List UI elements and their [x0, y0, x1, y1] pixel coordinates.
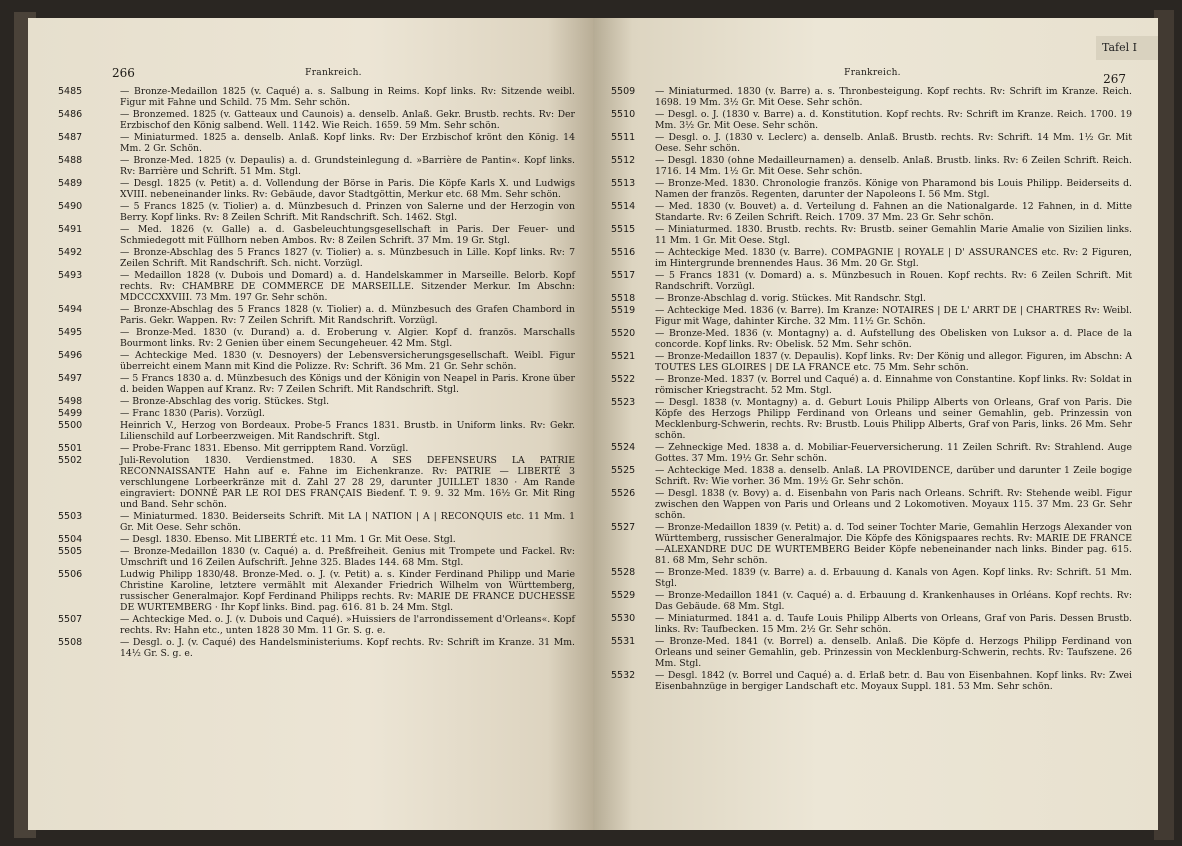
catalog-entry [611, 305, 1132, 327]
catalog-entry [611, 590, 1132, 612]
entry-text: — Medaillon 1828 (v. Dubois und Domard) a. d. Handelskammer in Marseille. Belorb. Kopf rechts. Rv: CHAMBRE DE COMMERCE DE MARSEILLE. Sitzender Merkur. Im Abschn: MDCCCXXVIII. 73 Mm. 197 Gr. Sehr schön. [120, 270, 575, 303]
catalog-entry [611, 155, 1132, 177]
entry-number: 5526 [611, 488, 636, 499]
catalog-entry [58, 132, 575, 154]
entry-text: — Bronze-Medaillon 1839 (v. Petit) a. d. Tod seiner Tochter Marie, Gemahlin Herzogs Alexander von Württemberg, russischer Generalmajor. Die Köpfe des Königspaares rechts. Rv: MARIE DE FRANCE—ALEXANDRE DUC DE WURTEMBERG Beider Köpfe nebeneinander nach links. Binder pag. 615. 81. 68 Mm, Sehr schön. [655, 522, 1132, 566]
entry-number: 5497 [58, 373, 83, 384]
entry-text: — 5 Francs 1830 a. d. Münzbesuch des Königs und der Königin von Neapel in Paris. Krone über d. beiden Wappen auf Kranz. Rv: 7 Zeilen Schrift. Mit Randschrift. Stgl. [120, 373, 575, 395]
catalog-entry [58, 534, 575, 545]
catalog-entry [611, 397, 1132, 441]
catalog-entry [58, 408, 575, 419]
entry-number: 5512 [611, 155, 636, 166]
entry-text: — Bronze-Med. 1836 (v. Montagny) a. d. Aufstellung des Obelisken von Luksor a. d. Place de la concorde. Kopf links. Rv: Obelisk. 52 Mm. Sehr schön. [655, 328, 1132, 350]
left-running-head: Frankreich. [305, 68, 362, 78]
entry-text: Heinrich V., Herzog von Bordeaux. Probe-5 Francs 1831. Brustb. in Uniform links. Rv: Gekr. Lilienschild auf Lorbeerzweigen. Mit Randschrift. Stgl. [120, 420, 575, 442]
left-page-header [92, 64, 575, 86]
entry-number: 5529 [611, 590, 636, 601]
entry-text: — Bronze-Med. 1841 (v. Borrel) a. denselb. Anlaß. Die Köpfe d. Herzogs Philipp Ferdinand von Orleans und seiner Gemahlin, geb. Prinzessin von Mecklenburg-Schwerin, rechts. Rv: Taufszene. 26 Mm. Stgl. [655, 636, 1132, 669]
entry-text: — Miniaturmed. 1841 a. d. Taufe Louis Philipp Alberts von Orleans, Graf von Paris. Dessen Brustb. links. Rv: Taufbecken. 15 Mm. 2½ Gr. Sehr schön. [655, 613, 1132, 635]
entry-text: — Bronze-Medaillon 1837 (v. Depaulis). Kopf links. Rv: Der König und allegor. Figuren, im Abschn: A TOUTES LES GLOIRES | DE LA FRANCE etc. 75 Mm. Sehr schön. [655, 351, 1132, 373]
entry-number: 5507 [58, 614, 83, 625]
entry-number: 5523 [611, 397, 636, 408]
entry-text: Ludwig Philipp 1830/48. Bronze-Med. o. J. (v. Petit) a. s. Kinder Ferdinand Philipp und Marie Christine Karoline, letztere vermählt mit Alexander Friedrich Wilhelm von Württemberg, russischer Generalmajor. Kopf Ferdinand Philipps rechts. Rv: MARIE DE FRANCE DUCHESSE DE WURTEMBERG · Ihr Kopf links. Bind. pag. 616. 81 b. 24 Mm. Stgl. [120, 569, 575, 613]
catalog-entry [58, 511, 575, 533]
left-page-number: 266 [112, 66, 135, 80]
entry-text: — Miniaturmed. 1830. Brustb. rechts. Rv: Brustb. seiner Gemahlin Marie Amalie von Sizilien links. 11 Mm. 1 Gr. Mit Oese. Stgl. [655, 224, 1132, 246]
catalog-entry [58, 304, 575, 326]
entry-text: — Bronze-Abschlag des 5 Francs 1827 (v. Tiolier) a. s. Münzbesuch in Lille. Kopf links. Rv: 7 Zeilen Schrift. Mit Randschrift. Sch. nicht. Vorzügl. [120, 247, 575, 269]
entry-text: — Bronze-Med. 1830. Chronologie französ. Könige von Pharamond bis Louis Philipp. Beiderseits d. Namen der französ. Regenten, darunter der Napoleons I. 56 Mm. Stgl. [655, 178, 1132, 200]
entry-text: — Desgl. o. J. (v. Caqué) des Handelsministeriums. Kopf rechts. Rv: Schrift im Kranze. 31 Mm. 14½ Gr. S. g. e. [120, 637, 575, 659]
entry-number: 5495 [58, 327, 83, 338]
entry-text: — Bronze-Abschlag d. vorig. Stückes. Mit Randschr. Stgl. [655, 293, 926, 304]
catalog-entry [58, 86, 575, 108]
right-running-head: Frankreich. [844, 68, 901, 78]
catalog-entry [611, 224, 1132, 246]
catalog-entry [58, 109, 575, 131]
entry-text: — Zehneckige Med. 1838 a. d. Mobiliar-Feuerversicherung. 11 Zeilen Schrift. Rv: Strahlend. Auge Gottes. 37 Mm. 19½ Gr. Sehr schön. [655, 442, 1132, 464]
catalog-entry [58, 155, 575, 177]
catalog-entry [58, 373, 575, 395]
entry-number: 5498 [58, 396, 83, 407]
right-page-header [613, 64, 1132, 86]
entry-number: 5531 [611, 636, 636, 647]
right-page-number: 267 [1103, 72, 1126, 86]
catalog-entry [611, 351, 1132, 373]
entry-number: 5506 [58, 569, 83, 580]
entry-number: 5521 [611, 351, 636, 362]
entry-text: — Desgl. 1830. Ebenso. Mit LIBERTÉ etc. 11 Mm. 1 Gr. Mit Oese. Stgl. [120, 534, 456, 545]
entry-number: 5522 [611, 374, 636, 385]
right-page [593, 18, 1158, 830]
catalog-entry [58, 270, 575, 303]
entry-number: 5489 [58, 178, 83, 189]
entry-number: 5525 [611, 465, 636, 476]
catalog-entry [58, 396, 575, 407]
catalog-entry [611, 613, 1132, 635]
entry-number: 5499 [58, 408, 83, 419]
entry-text: — Achteckige Med. o. J. (v. Dubois und Caqué). »Huissiers de l'arrondissement d'Orleans«. Kopf rechts. Rv: Hahn etc., unten 1828 30 Mm. 11 Gr. S. g. e. [120, 614, 575, 636]
catalog-entry [611, 636, 1132, 669]
catalog-entry [58, 201, 575, 223]
catalog-entry [611, 465, 1132, 487]
entry-text: — Probe-Franc 1831. Ebenso. Mit gerripptem Rand. Vorzügl. [120, 443, 409, 454]
entry-text: — Desgl. 1838 (v. Montagny) a. d. Geburt Louis Philipp Alberts von Orleans, Graf von Paris. Die Köpfe des Herzogs Philipp Ferdinand von Orleans und seiner Gemahlin, geb. Prinzessin von Mecklenburg-Schwerin, rechts. Rv: Brustb. Louis Philipp Alberts, Graf von Paris, links. 26 Mm. Sehr schön. [655, 397, 1132, 441]
entry-number: 5530 [611, 613, 636, 624]
entry-number: 5516 [611, 247, 636, 258]
entry-number: 5486 [58, 109, 83, 120]
catalog-entry [58, 420, 575, 442]
entry-number: 5524 [611, 442, 636, 453]
catalog-entry [58, 569, 575, 613]
catalog-entry [58, 455, 575, 510]
entry-number: 5502 [58, 455, 83, 466]
entry-number: 5500 [58, 420, 83, 431]
catalog-entry [611, 86, 1132, 108]
entry-number: 5513 [611, 178, 636, 189]
entry-text: — Bronze-Medaillon 1841 (v. Caqué) a. d. Erbauung d. Krankenhauses in Orléans. Kopf rechts. Rv: Das Gebäude. 68 Mm. Stgl. [655, 590, 1132, 612]
catalog-entry [611, 442, 1132, 464]
entry-text: — Achteckige Med. 1838 a. denselb. Anlaß. LA PROVIDENCE, darüber und darunter 1 Zeile bogige Schrift. Rv: Wie vorher. 36 Mm. 19½ Gr. Sehr schön. [655, 465, 1132, 487]
entry-text: — Bronze-Abschlag des vorig. Stückes. Stgl. [120, 396, 330, 407]
entry-number: 5493 [58, 270, 83, 281]
entry-number: 5496 [58, 350, 83, 361]
entry-number: 5491 [58, 224, 83, 235]
entry-text: — Bronze-Med. 1837 (v. Borrel und Caqué) a. d. Einnahme von Constantine. Kopf links. Rv: Soldat in römischer Kriegstracht. 52 Mm. Stgl. [655, 374, 1132, 396]
entry-number: 5515 [611, 224, 636, 235]
entry-number: 5487 [58, 132, 83, 143]
right-entry-list [613, 86, 1132, 692]
catalog-entry [611, 522, 1132, 566]
entry-number: 5492 [58, 247, 83, 258]
entry-number: 5490 [58, 201, 83, 212]
entry-text: — Desgl. 1825 (v. Petit) a. d. Vollendung der Börse in Paris. Die Köpfe Karls X. und Ludwigs XVIII. nebeneinander links. Rv: Gebäude, davor Stadtgöttin, Merkur etc. 68 Mm. Sehr schön. [120, 178, 575, 200]
entry-text: — Desgl. 1830 (ohne Medailleurnamen) a. denselb. Anlaß. Brustb. links. Rv: 6 Zeilen Schrift. Reich. 1716. 14 Mm. 1½ Gr. Mit Oese. Sehr schön. [655, 155, 1132, 177]
entry-text: — Desgl. o. J. (1830 v. Barre) a. d. Konstitution. Kopf rechts. Rv: Schrift im Kranze. Reich. 1700. 19 Mm. 3½ Gr. Mit Oese. Sehr schön. [655, 109, 1132, 131]
entry-number: 5517 [611, 270, 636, 281]
entry-text: — Desgl. o. J. (1830 v. Leclerc) a. denselb. Anlaß. Brustb. rechts. Rv: Schrift. 14 Mm. 1½ Gr. Mit Oese. Sehr schön. [655, 132, 1132, 154]
entry-number: 5528 [611, 567, 636, 578]
catalog-entry [611, 201, 1132, 223]
entry-text: Juli-Revolution 1830. Verdienstmed. 1830. A SES DEFENSEURS LA PATRIE RECONNAISSANTE Hahn auf e. Fahne im Eichenkranze. Rv: PATRIE — LIBERTÉ 3 verschlungene Lorbeerkränze mit d. Zahl 27 28 29, darunter JUILLET 1830 · Am Rande eingraviert: DONNÉ PAR LE ROI DES FRANÇAIS Biedenf. T. 9. 9. 32 Mm. 16½ Gr. Mit Ring und Band. Sehr schön. [120, 455, 575, 510]
entry-number: 5494 [58, 304, 83, 315]
entry-text: — Desgl. 1838 (v. Bovy) a. d. Eisenbahn von Paris nach Orleans. Schrift. Rv: Stehende weibl. Figur zwischen den Wappen von Paris und Orleans und 2 Lokomotiven. Moyaux 115. 37 Mm. 23 Gr. Sehr schön. [655, 488, 1132, 521]
entry-number: 5501 [58, 443, 83, 454]
catalog-entry [611, 488, 1132, 521]
catalog-entry [58, 178, 575, 200]
catalog-entry [611, 293, 1132, 304]
catalog-entry [58, 637, 575, 659]
entry-text: — Med. 1826 (v. Galle) a. d. Gasbeleuchtungsgesellschaft in Paris. Der Feuer- und Schmiedegott mit Füllhorn neben Ambos. Rv: 8 Zeilen Schrift. 37 Mm. 19 Gr. Stgl. [120, 224, 575, 246]
entry-number: 5511 [611, 132, 636, 143]
catalog-entry [611, 270, 1132, 292]
catalog-entry [58, 546, 575, 568]
catalog-entry [611, 670, 1132, 692]
entry-number: 5505 [58, 546, 83, 557]
entry-text: — Bronze-Med. 1839 (v. Barre) a. d. Erbauung d. Kanals von Agen. Kopf links. Rv: Schrift. 51 Mm. Stgl. [655, 567, 1132, 589]
entry-text: — Desgl. 1842 (v. Borrel und Caqué) a. d. Erlaß betr. d. Bau von Eisenbahnen. Kopf links. Rv: Zwei Eisenbahnzüge in bergiger Landschaft etc. Moyaux Suppl. 181. 53 Mm. Sehr schön. [655, 670, 1132, 692]
entry-text: — 5 Francs 1825 (v. Tiolier) a. d. Münzbesuch d. Prinzen von Salerne und der Herzogin von Berry. Kopf links. Rv: 8 Zeilen Schrift. Mit Randschrift. Sch. 1462. Stgl. [120, 201, 575, 223]
entry-number: 5532 [611, 670, 636, 681]
entry-text: — Bronze-Medaillon 1830 (v. Caqué) a. d. Preßfreiheit. Genius mit Trompete und Fackel. Rv: Umschrift und 16 Zeilen Aufschrift. Jehne 325. Blades 144. 68 Mm. Stgl. [120, 546, 575, 568]
entry-number: 5520 [611, 328, 636, 339]
entry-text: — Franc 1830 (Paris). Vorzügl. [120, 408, 265, 419]
entry-text: — Miniaturmed. 1825 a. denselb. Anlaß. Kopf links. Rv: Der Erzbischof krönt den König. 14 Mm. 2 Gr. Schön. [120, 132, 575, 154]
catalog-entry [611, 567, 1132, 589]
book-spread [28, 18, 1158, 830]
catalog-entry [611, 109, 1132, 131]
plate-tab: Tafel I [1096, 36, 1158, 60]
entry-number: 5527 [611, 522, 636, 533]
entry-text: — Achteckige Med. 1836 (v. Barre). Im Kranze: NOTAIRES | DE L' ARRT DE | CHARTRES Rv: Weibl. Figur mit Wage, dahinter Kirche. 32 Mm. 11½ Gr. Schön. [655, 305, 1132, 327]
entry-text: — Miniaturmed. 1830. Beiderseits Schrift. Mit LA | NATION | A | RECONQUIS etc. 11 Mm. 1 Gr. Mit Oese. Sehr schön. [120, 511, 575, 533]
entry-number: 5508 [58, 637, 83, 648]
entry-text: — Bronze-Med. 1825 (v. Depaulis) a. d. Grundsteinlegung d. »Barrière de Pantin«. Kopf links. Rv: Barrière und Schrift. 51 Mm. Stgl. [120, 155, 575, 177]
catalog-entry [611, 132, 1132, 154]
entry-number: 5514 [611, 201, 636, 212]
entry-text: — Achteckige Med. 1830 (v. Barre). COMPAGNIE | ROYALE | D' ASSURANCES etc. Rv: 2 Figuren, im Hintergrunde brennendes Haus. 36 Mm. 20 Gr. Stgl. [655, 247, 1132, 269]
entry-number: 5509 [611, 86, 636, 97]
catalog-entry [58, 350, 575, 372]
entry-number: 5510 [611, 109, 636, 120]
entry-text: — Achteckige Med. 1830 (v. Desnoyers) der Lebensversicherungsgesellschaft. Weibl. Figur überreicht einem Mann mit Kind die Polizze. Rv: Schrift. 36 Mm. 21 Gr. Sehr schön. [120, 350, 575, 372]
entry-number: 5519 [611, 305, 636, 316]
entry-text: — Med. 1830 (v. Bouvet) a. d. Verteilung d. Fahnen an die Nationalgarde. 12 Fahnen, in d. Mitte Standarte. Rv: 6 Zeilen Schrift. Reich. 1709. 37 Mm. 23 Gr. Sehr schön. [655, 201, 1132, 223]
entry-number: 5485 [58, 86, 83, 97]
entry-text: — 5 Francs 1831 (v. Domard) a. s. Münzbesuch in Rouen. Kopf rechts. Rv: 6 Zeilen Schrift. Mit Randschrift. Vorzügl. [655, 270, 1132, 292]
catalog-entry [58, 247, 575, 269]
catalog-entry [611, 178, 1132, 200]
catalog-entry [611, 247, 1132, 269]
entry-number: 5488 [58, 155, 83, 166]
left-page [28, 18, 593, 830]
entry-text: — Miniaturmed. 1830 (v. Barre) a. s. Thronbesteigung. Kopf rechts. Rv: Schrift im Kranze. Reich. 1698. 19 Mm. 3½ Gr. Mit Oese. Sehr schön. [655, 86, 1132, 108]
left-entry-list [58, 86, 575, 659]
catalog-entry [58, 327, 575, 349]
catalog-entry [611, 328, 1132, 350]
entry-text: — Bronzemed. 1825 (v. Gatteaux und Caunois) a. denselb. Anlaß. Gekr. Brustb. rechts. Rv: Der Erzbischof den König salbend. Well. 1142. Wie Reich. 1659. 59 Mm. Sehr schön. [120, 109, 575, 131]
catalog-entry [611, 374, 1132, 396]
entry-number: 5504 [58, 534, 83, 545]
catalog-entry [58, 614, 575, 636]
entry-number: 5503 [58, 511, 83, 522]
catalog-entry [58, 443, 575, 454]
entry-text: — Bronze-Medaillon 1825 (v. Caqué) a. s. Salbung in Reims. Kopf links. Rv: Sitzende weibl. Figur mit Fahne und Schild. 75 Mm. Sehr schön. [120, 86, 575, 108]
entry-text: — Bronze-Med. 1830 (v. Durand) a. d. Eroberung v. Algier. Kopf d. französ. Marschalls Bourmont links. Rv: 2 Genien über einem Secungeheuer. 42 Mm. Stgl. [120, 327, 575, 349]
entry-number: 5518 [611, 293, 636, 304]
entry-text: — Bronze-Abschlag des 5 Francs 1828 (v. Tiolier) a. d. Münzbesuch des Grafen Chambord in Paris. Gekr. Wappen. Rv: 7 Zeilen Schrift. Mit Randschrift. Vorzügl. [120, 304, 575, 326]
catalog-entry [58, 224, 575, 246]
